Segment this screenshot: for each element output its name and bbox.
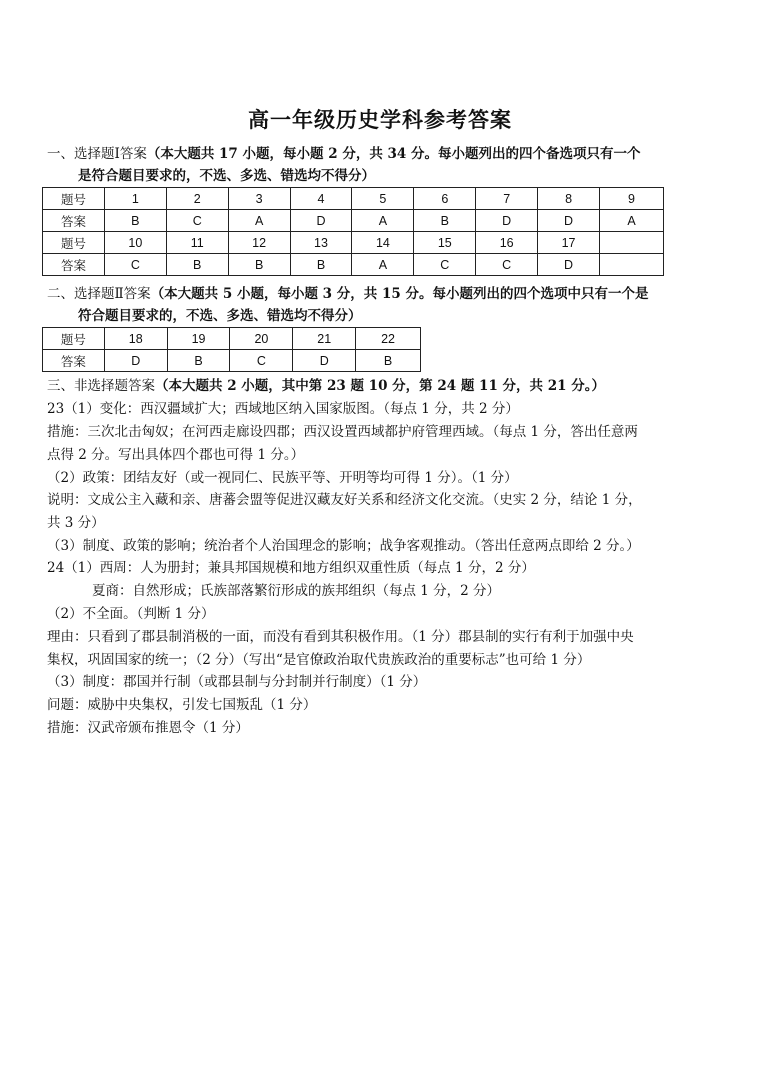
answer-cell: D xyxy=(538,254,600,276)
question-number: 16 xyxy=(476,232,538,254)
section1-desc-line1: （本大题共 17 小题，每小题 2 分，共 34 分。每小题列出的四个备选项只有一个 xyxy=(146,146,641,162)
question-number: 8 xyxy=(538,188,600,210)
row-label-number: 题号 xyxy=(43,232,105,254)
answer-cell: D xyxy=(290,210,352,232)
question-number: 5 xyxy=(352,188,414,210)
section1-lead: 一、选择题Ⅰ答案 xyxy=(47,146,147,162)
answer-cell: D xyxy=(104,350,167,372)
answer-line: 问题：威胁中央集权，引发七国叛乱（1 分） xyxy=(47,697,317,713)
table-row xyxy=(43,210,664,232)
answer-line: （2）政策：团结友好（或一视同仁、民族平等、开明等均可得 1 分）。（1 分） xyxy=(47,470,518,486)
row-label-answer: 答案 xyxy=(43,254,105,276)
answer-line: 点得 2 分。写出具体四个郡也可得 1 分。） xyxy=(47,447,305,463)
answer-line: 措施：三次北击匈奴；在河西走廊设四郡；西汉设置西域都护府管理西域。（每点 1 分，答出任意两 xyxy=(47,424,638,440)
answer-line: 理由：只看到了郡县制消极的一面，而没有看到其积极作用。（1 分）郡县制的实行有利于加强中央 xyxy=(47,629,634,645)
question-number: 9 xyxy=(600,188,664,210)
answer-cell: B xyxy=(166,254,228,276)
answer-cell: A xyxy=(352,210,414,232)
answer-line: 说明：文成公主入藏和亲、唐蕃会盟等促进汉藏友好关系和经济文化交流。（史实 2 分，结论 1 分， xyxy=(47,492,642,508)
table-row xyxy=(43,350,421,372)
question-number: 19 xyxy=(167,328,230,350)
section1-answer-table xyxy=(42,187,664,276)
answer-cell: B xyxy=(104,210,166,232)
answer-cell: B xyxy=(167,350,230,372)
answer-line: 共 3 分） xyxy=(47,515,105,531)
question-number: 10 xyxy=(104,232,166,254)
answer-line: （3）制度：郡国并行制（或郡县制与分封制并行制度）（1 分） xyxy=(47,674,427,690)
table-row xyxy=(43,232,664,254)
answer-line: 夏商：自然形成；氏族部落繁衍形成的族邦组织（每点 1 分，2 分） xyxy=(92,583,501,599)
answer-line: 24（1）西周：人为册封；兼具邦国规模和地方组织双重性质（每点 1 分，2 分） xyxy=(47,560,535,576)
question-number: 2 xyxy=(166,188,228,210)
row-label-answer: 答案 xyxy=(43,350,105,372)
question-number: 18 xyxy=(104,328,167,350)
answer-line: 23（1）变化：西汉疆域扩大；西域地区纳入国家版图。（每点 1 分，共 2 分） xyxy=(47,401,519,417)
answer-line: （3）制度、政策的影响；统治者个人治国理念的影响；战争客观推动。（答出任意两点即给 2 分。） xyxy=(47,538,640,554)
answer-line: （2）不全面。（判断 1 分） xyxy=(47,606,215,622)
answer-cell: C xyxy=(104,254,166,276)
answer-cell: B xyxy=(356,350,421,372)
answer-cell: B xyxy=(228,254,290,276)
section3-heading xyxy=(47,375,715,397)
section2-lead: 二、选择题Ⅱ答案 xyxy=(47,286,151,302)
table-row xyxy=(43,188,664,210)
answer-cell xyxy=(600,254,664,276)
section2-answer-table xyxy=(42,327,421,372)
question-number: 17 xyxy=(538,232,600,254)
question-number: 1 xyxy=(104,188,166,210)
question-number xyxy=(600,232,664,254)
question-number: 7 xyxy=(476,188,538,210)
answer-cell: A xyxy=(352,254,414,276)
section3-desc: （本大题共 2 小题，其中第 23 题 10 分，第 24 题 11 分，共 21 分。） xyxy=(155,378,605,394)
answer-cell: B xyxy=(414,210,476,232)
question-number: 12 xyxy=(228,232,290,254)
question-number: 3 xyxy=(228,188,290,210)
question-number: 4 xyxy=(290,188,352,210)
answer-cell: D xyxy=(538,210,600,232)
answer-cell: D xyxy=(293,350,356,372)
answer-cell: A xyxy=(600,210,664,232)
section2-desc-line2: 符合题目要求的，不选、多选、错选均不得分） xyxy=(78,308,362,324)
answer-cell: C xyxy=(230,350,293,372)
question-number: 13 xyxy=(290,232,352,254)
answer-cell: A xyxy=(228,210,290,232)
question-number: 11 xyxy=(166,232,228,254)
row-label-answer: 答案 xyxy=(43,210,105,232)
answer-cell: C xyxy=(476,254,538,276)
question-number: 21 xyxy=(293,328,356,350)
question-number: 6 xyxy=(414,188,476,210)
table-row xyxy=(43,328,421,350)
row-label-number: 题号 xyxy=(43,328,105,350)
answer-cell: C xyxy=(414,254,476,276)
section1-heading xyxy=(47,143,715,187)
question-number: 22 xyxy=(356,328,421,350)
section2-heading xyxy=(47,283,715,327)
question-number: 15 xyxy=(414,232,476,254)
page-title: 高一年级历史学科参考答案 xyxy=(248,107,512,132)
section3-lead: 三、非选择题答案 xyxy=(47,378,155,394)
question-number: 14 xyxy=(352,232,414,254)
answer-cell: B xyxy=(290,254,352,276)
answer-cell: D xyxy=(476,210,538,232)
answer-line: 集权，巩固国家的统一；（2 分）（写出“是官僚政治取代贵族政治的重要标志”也可给 1 分） xyxy=(47,652,591,668)
section1-desc-line2: 是符合题目要求的，不选、多选、错选均不得分） xyxy=(78,168,375,184)
answer-line: 措施：汉武帝颁布推恩令（1 分） xyxy=(47,720,249,736)
row-label-number: 题号 xyxy=(43,188,105,210)
answer-cell: C xyxy=(166,210,228,232)
section2-desc-line1: （本大题共 5 小题，每小题 3 分，共 15 分。每小题列出的四个选项中只有一个是 xyxy=(150,286,649,302)
table-row xyxy=(43,254,664,276)
question-number: 20 xyxy=(230,328,293,350)
